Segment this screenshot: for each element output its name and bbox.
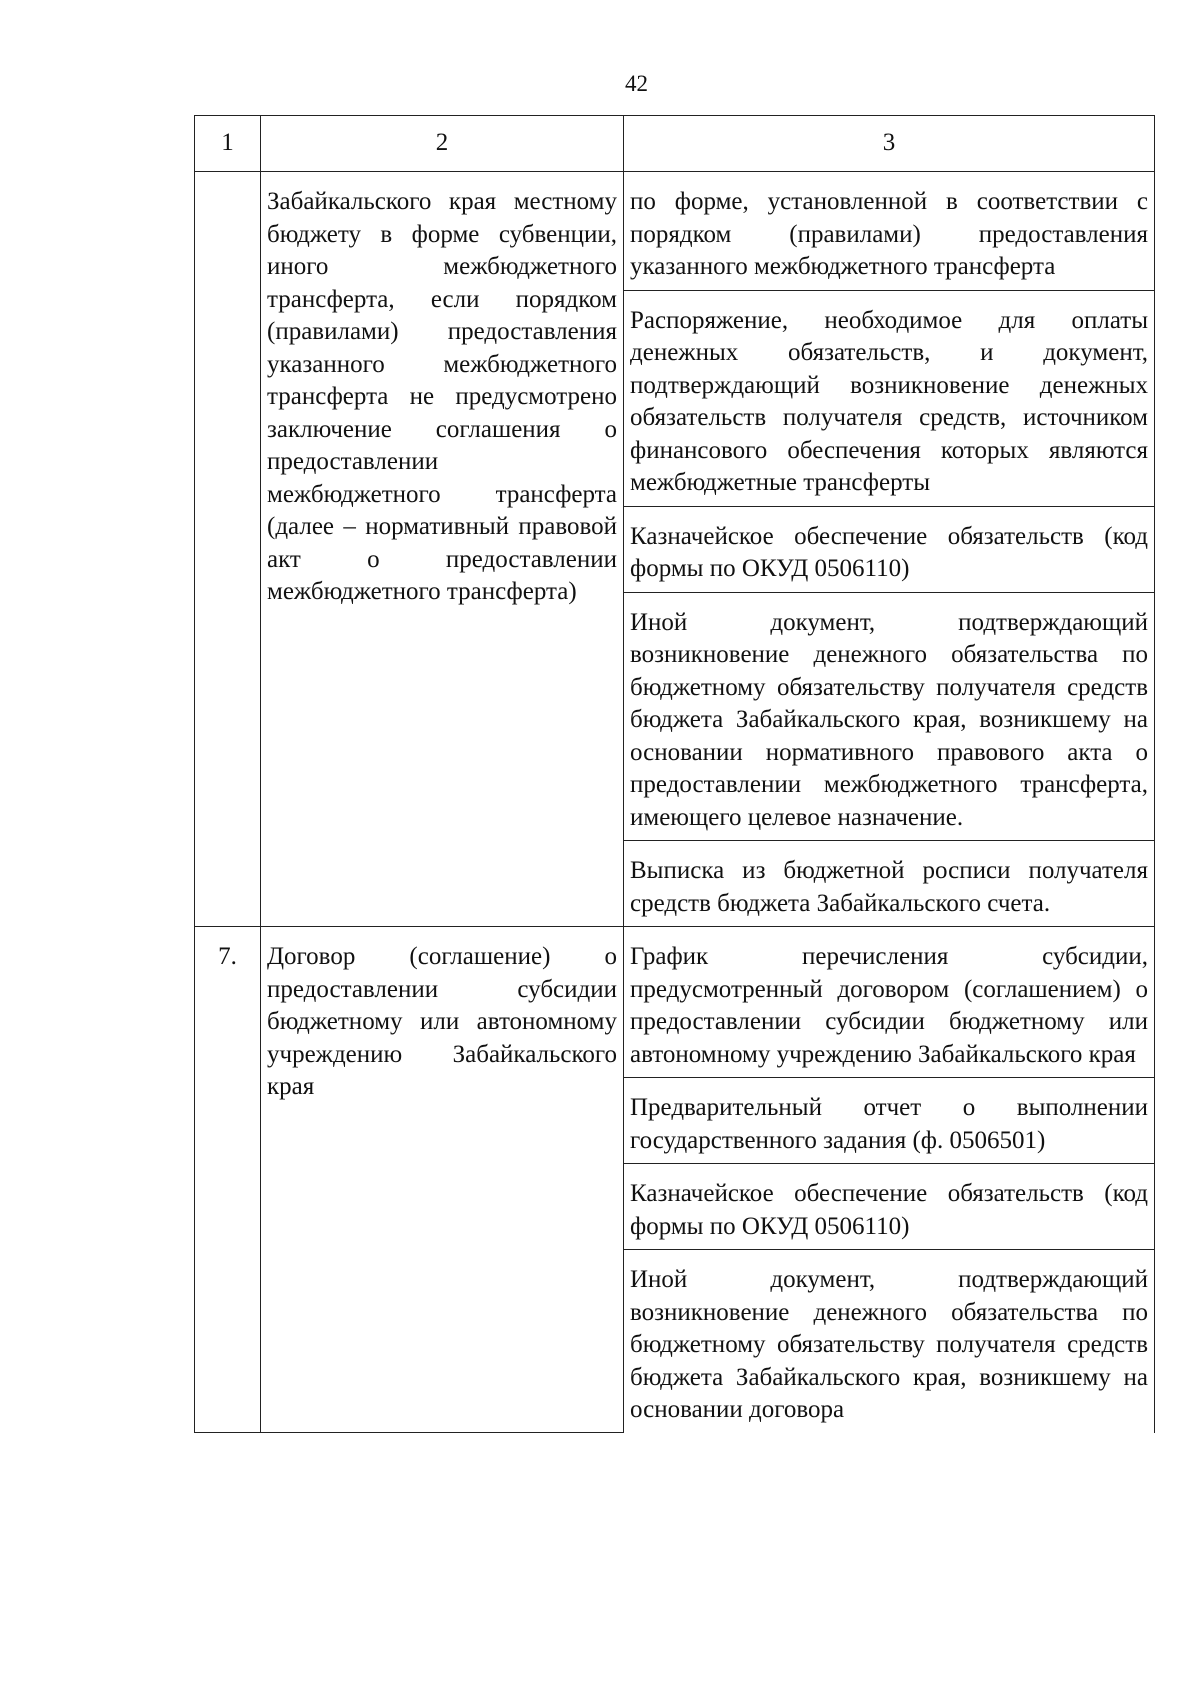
document-cell <box>624 1078 1155 1164</box>
header-col-1: 1 <box>195 116 261 172</box>
table-header-row <box>195 116 1155 172</box>
document-text: Выписка из бюджетной росписи получателя средств бюджета Забайкальского счета. <box>630 857 1148 917</box>
document-cell <box>624 841 1155 927</box>
table-row <box>195 172 1155 291</box>
document-cell <box>624 506 1155 592</box>
document-cell <box>624 1250 1155 1433</box>
table-row <box>195 927 1155 1078</box>
document-text: Предварительный отчет о выполнении государственного задания (ф. 0506501) <box>630 1094 1148 1154</box>
document-cell <box>624 290 1155 506</box>
row-number <box>195 172 261 927</box>
row-description <box>261 172 624 927</box>
document-text: Иной документ, подтверждающий возникновение денежного обязательства по бюджетному обязательству получателя средств бюджета Забайкальского края, возникшему на основании договора <box>630 1266 1148 1423</box>
document-cell <box>624 927 1155 1078</box>
document-text: Распоряжение, необходимое для оплаты денежных обязательств, и документ, подтверждающий возникновение денежных обязательств получателя средств, источником финансового обеспечения которых являются межбюджетные трансферты <box>630 306 1148 496</box>
row-description <box>261 927 624 1433</box>
document-text: Казначейское обеспечение обязательств (код формы по ОКУД 0506110) <box>630 1180 1148 1240</box>
document-cell <box>624 172 1155 291</box>
document-text: по форме, установленной в соответствии с порядком (правилами) предоставления указанного межбюджетного трансферта <box>630 188 1148 280</box>
document-cell <box>624 1164 1155 1250</box>
row-number: 7. <box>195 927 261 1433</box>
document-text: Иной документ, подтверждающий возникновение денежного обязательства по бюджетному обязательству получателя средств бюджета Забайкальского края, возникшему на основании нормативного правового акта о предоставлении межбюджетного трансферта, имеющего целевое назначение. <box>630 608 1148 831</box>
page-number: 42 <box>625 71 648 96</box>
document-cell <box>624 592 1155 841</box>
document-text: Казначейское обеспечение обязательств (код формы по ОКУД 0506110) <box>630 522 1148 582</box>
description-text: Договор (соглашение) о предоставлении субсидии бюджетному или автономному учреждению Забайкальского края <box>267 943 617 1100</box>
header-col-2: 2 <box>261 116 624 172</box>
header-col-3: 3 <box>624 116 1155 172</box>
documents-table <box>194 115 1155 1433</box>
description-text: Забайкальского края местному бюджету в форме субвенции, иного межбюджетного трансферта, если порядком (правилами) предоставления указанного межбюджетного трансферта не предусмотрено заключение соглашения о предоставлении межбюджетного трансферта (далее – нормативный правовой акт о предоставлении межбюджетного трансферта) <box>267 188 617 605</box>
document-text: График перечисления субсидии, предусмотренный договором (соглашением) о предоставлении субсидии бюджетному или автономному учреждению Забайкальского края <box>630 943 1148 1068</box>
